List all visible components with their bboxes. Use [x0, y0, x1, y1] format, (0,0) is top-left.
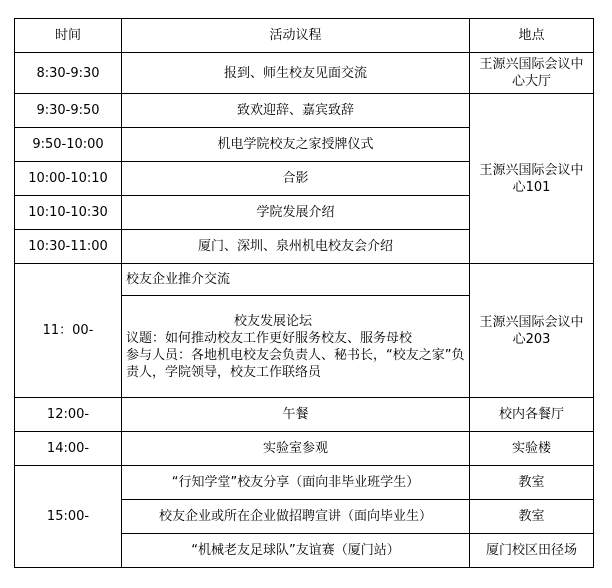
- table-row: [15, 53, 594, 94]
- agenda-cell: “行知学堂”校友分享（面向非毕业班学生）: [122, 466, 470, 500]
- table-row: [15, 432, 594, 466]
- agenda-cell: 致欢迎辞、嘉宾致辞: [122, 94, 470, 128]
- time-cell: 9:50-10:00: [15, 128, 122, 162]
- time-cell: 10:30-11:00: [15, 230, 122, 264]
- time-cell: 10:00-10:10: [15, 162, 122, 196]
- table-row: [15, 94, 594, 128]
- location-cell: 厦门校区田径场: [470, 534, 594, 568]
- table-row: [15, 264, 594, 296]
- time-cell: 8:30-9:30: [15, 53, 122, 94]
- location-cell: 王源兴国际会议中心203: [470, 264, 594, 398]
- header-row: [15, 19, 594, 53]
- location-cell: 教室: [470, 500, 594, 534]
- location-cell: 校内各餐厅: [470, 398, 594, 432]
- agenda-cell: 校友企业或所在企业做招聘宣讲（面向毕业生）: [122, 500, 470, 534]
- agenda-cell: 合影: [122, 162, 470, 196]
- forum-title: 校友发展论坛: [234, 313, 313, 329]
- time-cell: 15:00-: [15, 466, 122, 568]
- header-location: 地点: [470, 19, 594, 53]
- forum-participants: 参与人员：各地机电校友会负责人、秘书长，“校友之家”负责人，学院领导，校友工作联络员: [126, 347, 465, 380]
- location-cell: 王源兴国际会议中心101: [470, 94, 594, 264]
- table-row: [15, 466, 594, 500]
- agenda-cell: 校友企业推介交流: [122, 264, 470, 296]
- header-time: 时间: [15, 19, 122, 53]
- agenda-cell: 机电学院校友之家授牌仪式: [122, 128, 470, 162]
- agenda-cell: 学院发展介绍: [122, 196, 470, 230]
- time-cell: 11：00-: [15, 264, 122, 398]
- agenda-cell: 午餐: [122, 398, 470, 432]
- agenda-cell: 厦门、深圳、泉州机电校友会介绍: [122, 230, 470, 264]
- time-cell: 14:00-: [15, 432, 122, 466]
- time-cell: 9:30-9:50: [15, 94, 122, 128]
- header-agenda: 活动议程: [122, 19, 470, 53]
- agenda-cell: “机械老友足球队”友谊赛（厦门站）: [122, 534, 470, 568]
- location-cell: 实验楼: [470, 432, 594, 466]
- location-cell: 王源兴国际会议中心大厅: [470, 53, 594, 94]
- agenda-cell: 实验室参观: [122, 432, 470, 466]
- location-cell: 教室: [470, 466, 594, 500]
- agenda-cell: 报到、师生校友见面交流: [122, 53, 470, 94]
- time-cell: 10:10-10:30: [15, 196, 122, 230]
- forum-cell: [122, 296, 470, 398]
- time-cell: 12:00-: [15, 398, 122, 432]
- table-row: [15, 398, 594, 432]
- forum-topic: 议题：如何推动校友工作更好服务校友、服务母校: [126, 330, 413, 346]
- schedule-table: [14, 18, 594, 568]
